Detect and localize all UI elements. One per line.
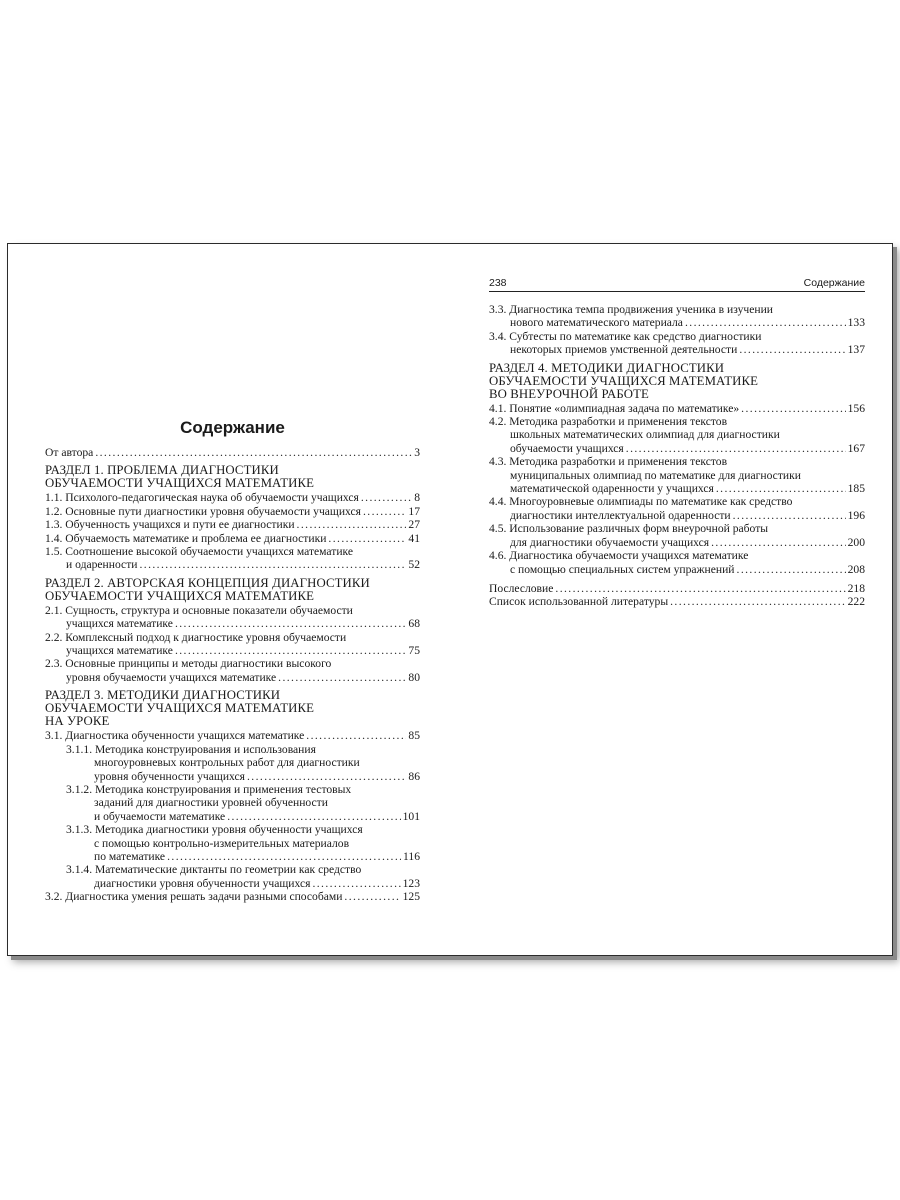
toc-page-number: 86 [408,769,420,783]
toc-entry-text: уровня обучаемости учащихся математике [66,670,277,684]
toc-entry-text: диагностики интеллектуальной одаренности [510,508,731,522]
toc-entry-text: и обучаемости математике [94,809,226,823]
toc-entry [489,402,865,415]
toc-entry [489,455,865,495]
dot-leader [167,850,401,863]
toc-entry-text: 1.2. Основные пути диагностики уровня обучаемости учащихся [45,504,361,518]
dot-leader [175,617,406,630]
toc-page-number: 75 [408,644,420,658]
toc-entry-row [489,595,865,608]
dot-leader [716,482,846,495]
toc-entry-line: 2.1. Сущность, структура и основные показатели обучаемости [45,603,353,617]
toc-entry-line: школьных математических олимпиад для диагностики [510,428,780,442]
dot-leader [711,536,845,549]
toc-entry-row [489,536,865,549]
running-title: Содержание [803,277,865,289]
toc-entry [489,495,865,522]
dot-leader [139,558,406,571]
dot-leader [555,582,845,595]
toc-entry-line: 3.4. Субтесты по математике как средство диагностики [489,329,762,343]
toc-entry-row [45,617,420,630]
toc-entry-text: с помощью специальных систем упражнений [510,562,735,576]
toc-entry-text: 1.3. Обученность учащихся и пути ее диагностики [45,518,295,532]
section-heading-line: ОБУЧАЕМОСТИ УЧАЩИХСЯ МАТЕМАТИКЕ [489,373,759,388]
toc-entry-row [45,505,420,518]
toc-page-number: 3 [414,446,420,459]
toc-entry-row [45,644,420,657]
section-heading-line: ОБУЧАЕМОСТИ УЧАЩИХСЯ МАТЕМАТИКЕ [45,588,315,603]
toc-entry [45,743,420,783]
toc-entry-line: 3.1.4. Математические диктанты по геометрии как средство [66,863,362,877]
dot-leader [737,563,846,576]
dot-leader [741,402,845,415]
toc-page-number: 52 [408,558,420,572]
toc-entry-line: 4.3. Методика разработки и применения текстов [489,455,728,469]
dot-leader [247,770,406,783]
toc-entry-text: Список использованной литературы [489,595,669,609]
toc-entry-line: 3.1.3. Методика диагностики уровня обученности учащихся [66,823,363,837]
toc-entry-row [66,770,420,783]
toc-entry-text: учащихся математике [66,644,173,658]
toc-page-number: 218 [847,581,865,595]
toc-entry [45,890,420,903]
book-spread [7,243,893,956]
toc-entry-line: 4.4. Многоуровневые олимпиады по математике как средство [489,495,793,509]
toc-entry-text: нового математического материала [510,316,683,330]
section-heading [45,464,420,490]
toc-entry-row [45,890,420,903]
section-heading-line: ОБУЧАЕМОСТИ УЧАЩИХСЯ МАТЕМАТИКЕ [45,476,315,491]
toc-entry-text: уровня обученности учащихся [94,769,245,783]
section-heading-line: ВО ВНЕУРОЧНОЙ РАБОТЕ [489,386,649,401]
toc-page-number: 196 [847,508,865,522]
toc-page-number: 125 [402,890,420,904]
dot-leader [312,877,400,890]
toc-entry [45,604,420,631]
toc-entry [489,303,865,330]
toc-page-number: 27 [408,518,420,532]
toc-entry [45,491,420,504]
toc-entry-row [45,671,420,684]
page-number: 238 [489,277,507,289]
toc-page-number: 222 [847,595,865,609]
toc-entry [45,545,420,572]
toc-entry [45,729,420,742]
toc-entry-text: диагностики уровня обученности учащихся [94,876,311,890]
toc-entry-row [66,850,420,863]
section-heading [489,362,865,401]
toc-entry-line: 3.1.2. Методика конструирования и применения тестовых [66,782,352,796]
toc-entry-line: муниципальных олимпиад по математике для диагностики [510,468,801,482]
toc-entry-row [489,563,865,576]
toc-entry [489,549,865,576]
toc-entry-text: 1.1. Психолого-педагогическая наука об обучаемости учащихся [45,491,359,505]
toc-entry-row [45,446,420,459]
toc-entry-line: 4.2. Методика разработки и применения текстов [489,415,728,429]
toc-entry-text: 1.4. Обучаемость математике и проблема ее диагностики [45,531,327,545]
dot-leader [739,343,845,356]
toc-page-number: 85 [408,729,420,743]
toc-entry-line: 2.2. Комплексный подход к диагностике уровня обучаемости [45,630,347,644]
toc-page-number: 116 [403,849,420,863]
toc-entry-text: Послесловие [489,581,554,595]
toc-entry-row [45,729,420,742]
toc-entry-text: обучаемости учащихся [510,441,624,455]
dot-leader [328,532,406,545]
toc-entry-row [489,402,865,415]
section-heading-line: НА УРОКЕ [45,714,110,729]
toc-entry-text: От автора [45,446,94,459]
section-heading [45,689,420,728]
dot-leader [227,810,400,823]
toc-page-number: 8 [414,491,420,505]
toc-entry-line: 3.3. Диагностика темпа продвижения ученика в изучении [489,303,773,316]
toc-entry [45,823,420,863]
right-page [489,244,865,955]
toc-page-number: 200 [847,535,865,549]
toc-entry [45,532,420,545]
table-of-contents-right [489,303,865,609]
toc-entry-text: математической одаренности у учащихся [510,482,714,496]
toc-entry-line: 4.5. Использование различных форм внеурочной работы [489,522,769,536]
toc-entry-row [45,518,420,531]
toc-entry-text: по математике [94,849,166,863]
toc-entry [45,631,420,658]
dot-leader [344,890,400,903]
toc-entry [45,505,420,518]
toc-page-number: 133 [847,316,865,330]
toc-entry-text: 3.2. Диагностика умения решать задачи разными способами [45,890,343,904]
toc-entry [45,657,420,684]
toc-entry-text: и одаренности [66,558,138,572]
dot-leader [670,595,845,608]
toc-page-number: 208 [847,562,865,576]
section-heading-line: ОБУЧАЕМОСТИ УЧАЩИХСЯ МАТЕМАТИКЕ [45,701,315,716]
toc-entry [489,582,865,595]
left-page [45,244,420,955]
toc-page-number: 185 [847,482,865,496]
toc-entry [45,446,420,459]
toc-page-number: 80 [408,670,420,684]
section-heading [45,577,420,603]
dot-leader [685,316,846,329]
dot-leader [95,446,412,459]
toc-page-number: 68 [408,617,420,631]
toc-entry-text: 3.1. Диагностика обученности учащихся математике [45,729,305,743]
toc-entry-row [66,810,420,823]
toc-entry-row [489,343,865,356]
dot-leader [733,509,846,522]
section-heading-line: РАЗДЕЛ 4. МЕТОДИКИ ДИАГНОСТИКИ [489,360,725,375]
toc-entry-text: учащихся математике [66,617,173,631]
toc-entry-row [45,558,420,571]
toc-entry [45,863,420,890]
toc-entry-text: некоторых приемов умственной деятельности [510,343,738,357]
toc-entry-row [489,582,865,595]
section-heading-line: РАЗДЕЛ 2. АВТОРСКАЯ КОНЦЕПЦИЯ ДИАГНОСТИКИ [45,575,370,590]
page-title: Содержание [180,418,285,437]
dot-leader [361,491,412,504]
running-head [489,277,865,292]
toc-entry-line: многоуровневых контрольных работ для диагностики [94,756,360,770]
table-of-contents-left [45,446,420,904]
toc-page-number: 101 [402,809,420,823]
toc-entry-row [45,491,420,504]
toc-entry [489,415,865,455]
toc-entry-row [45,532,420,545]
toc-page-number: 41 [408,531,420,545]
toc-entry-row [489,442,865,455]
dot-leader [278,671,406,684]
dot-leader [306,729,406,742]
toc-entry-row [66,877,420,890]
toc-page-number: 156 [847,401,865,415]
toc-entry [45,783,420,823]
toc-entry-line: заданий для диагностики уровней обученности [94,796,328,810]
toc-entry-row [489,482,865,495]
toc-entry-line: 2.3. Основные принципы и методы диагностики высокого [45,657,332,671]
toc-entry [45,518,420,531]
toc-entry [489,330,865,357]
toc-page-number: 123 [402,876,420,890]
toc-entry-row [489,509,865,522]
toc-entry-line: 3.1.1. Методика конструирования и использования [66,742,316,756]
toc-page-number: 17 [408,504,420,518]
toc-entry [489,595,865,608]
dot-leader [175,644,406,657]
toc-entry-row [489,316,865,329]
toc-page-number: 137 [847,343,865,357]
toc-entry-line: с помощью контрольно-измерительных материалов [94,836,350,850]
toc-page-number: 167 [847,441,865,455]
dot-leader [297,518,407,531]
toc-entry-text: 4.1. Понятие «олимпиадная задача по математике» [489,401,740,415]
toc-entry-line: 4.6. Диагностика обучаемости учащихся математике [489,549,749,563]
dot-leader [363,505,406,518]
toc-entry [489,522,865,549]
section-heading-line: РАЗДЕЛ 3. МЕТОДИКИ ДИАГНОСТИКИ [45,688,281,703]
toc-entry-line: 1.5. Соотношение высокой обучаемости учащихся математике [45,545,354,559]
section-heading-line: РАЗДЕЛ 1. ПРОБЛЕМА ДИАГНОСТИКИ [45,463,279,478]
dot-leader [626,442,846,455]
toc-entry-text: для диагностики обучаемости учащихся [510,535,710,549]
